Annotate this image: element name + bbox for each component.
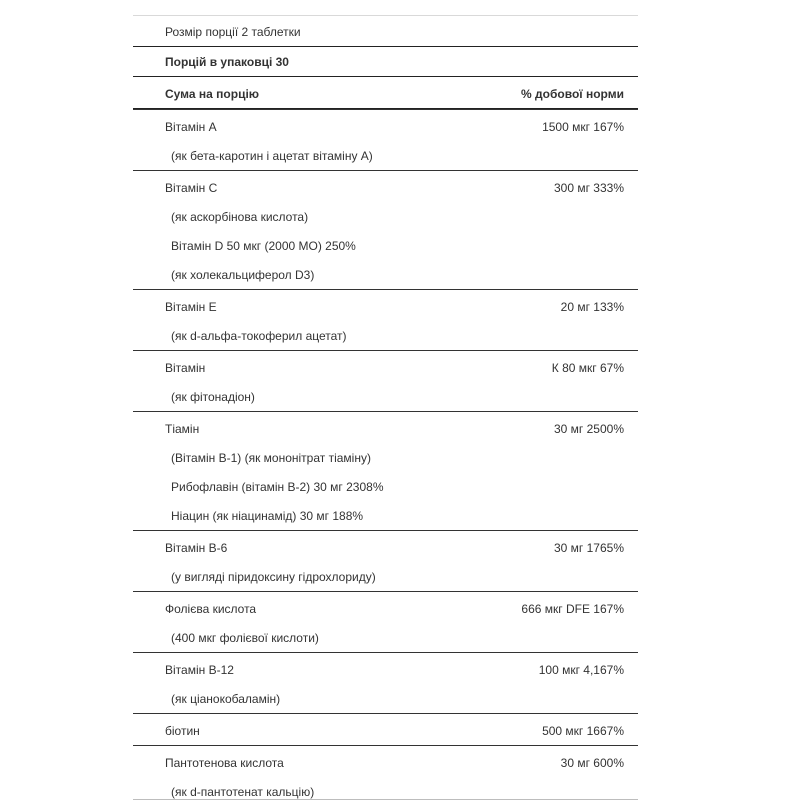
nutrient-group xyxy=(133,170,638,289)
nutrient-row xyxy=(133,290,638,320)
nutrient-detail-text: (як аскорбінова кислота) xyxy=(171,210,309,224)
nutrient-amount: 30 мг 2500% xyxy=(553,422,624,436)
nutrient-group xyxy=(133,109,638,170)
serving-size-row xyxy=(133,16,638,46)
nutrient-amount: 666 мкг DFE 167% xyxy=(521,602,624,616)
nutrient-detail-text: (як холекальциферол D3) xyxy=(171,268,315,282)
nutrient-group xyxy=(133,713,638,745)
nutrient-detail-row xyxy=(133,381,638,410)
nutrient-name: Вітамін А xyxy=(165,120,217,134)
nutrient-name: Вітамін С xyxy=(165,181,218,195)
nutrient-detail-row xyxy=(133,201,638,230)
nutrient-detail-row xyxy=(133,442,638,471)
nutrient-group xyxy=(133,591,638,652)
nutrient-group xyxy=(133,350,638,411)
nutrient-detail-text: (у вигляді піридоксину гідрохлориду) xyxy=(171,570,376,584)
nutrient-row xyxy=(133,653,638,683)
nutrient-name: Вітамін Е xyxy=(165,300,217,314)
nutrient-name: Вітамін В-6 xyxy=(165,541,228,555)
nutrient-row xyxy=(133,714,638,744)
nutrient-detail-text: Ніацин (як ніацинамід) 30 мг 188% xyxy=(171,509,364,523)
nutrient-amount: 30 мг 1765% xyxy=(553,541,624,555)
nutrient-name: біотин xyxy=(165,724,200,738)
table-header-row xyxy=(133,76,638,109)
nutrient-detail-text: Рибофлавін (вітамін В-2) 30 мг 2308% xyxy=(171,480,384,494)
nutrient-amount: К 80 мкг 67% xyxy=(551,361,624,375)
nutrient-detail-text: (як бета-каротин і ацетат вітаміну А) xyxy=(171,149,373,163)
nutrient-detail-text: (як d-пантотенат кальцію) xyxy=(171,785,315,799)
nutrient-detail-row xyxy=(133,561,638,590)
nutrient-name: Пантотенова кислота xyxy=(165,756,284,770)
nutrient-detail-row xyxy=(133,500,638,529)
nutrient-row xyxy=(133,746,638,776)
nutrient-group xyxy=(133,530,638,591)
nutrient-detail-row xyxy=(133,622,638,651)
nutrient-amount: 30 мг 600% xyxy=(560,756,624,770)
nutrient-detail-text: (400 мкг фолієвої кислоти) xyxy=(171,631,319,645)
nutrient-name: Вітамін В-12 xyxy=(165,663,234,677)
nutrient-detail-text: Вітамін D 50 мкг (2000 МО) 250% xyxy=(171,239,356,253)
nutrient-row xyxy=(133,110,638,140)
nutrient-list xyxy=(133,109,638,800)
nutrient-detail-text: (як фітонадіон) xyxy=(171,390,255,404)
nutrient-group xyxy=(133,411,638,530)
nutrient-group xyxy=(133,652,638,713)
nutrient-detail-text: (Вітамін В-1) (як мононітрат тіаміну) xyxy=(171,451,371,465)
nutrient-amount: 20 мг 133% xyxy=(560,300,624,314)
nutrient-amount: 1500 мкг 167% xyxy=(542,120,624,134)
nutrient-detail-row xyxy=(133,776,638,800)
nutrient-row xyxy=(133,531,638,561)
nutrient-detail-row xyxy=(133,259,638,288)
servings-per-container-row xyxy=(133,46,638,76)
supplement-facts-table xyxy=(133,15,638,800)
nutrient-detail-row xyxy=(133,230,638,259)
nutrient-row xyxy=(133,592,638,622)
nutrient-name: Фолієва кислота xyxy=(165,602,257,616)
nutrient-amount: 500 мкг 1667% xyxy=(542,724,624,738)
nutrient-group xyxy=(133,745,638,800)
amount-per-serving-header: Сума на порцію xyxy=(165,87,260,101)
nutrient-amount: 300 мг 333% xyxy=(553,181,624,195)
serving-size-text: Розмір порції 2 таблетки xyxy=(165,25,301,39)
nutrient-name: Тіамін xyxy=(165,422,200,436)
nutrient-group xyxy=(133,289,638,350)
nutrient-detail-row xyxy=(133,471,638,500)
nutrient-row xyxy=(133,412,638,442)
nutrient-detail-row xyxy=(133,140,638,169)
nutrient-amount: 100 мкг 4,167% xyxy=(538,663,624,677)
nutrient-detail-text: (як d-альфа-токоферил ацетат) xyxy=(171,329,347,343)
servings-per-container-text: Порцій в упаковці 30 xyxy=(165,55,289,69)
nutrient-detail-row xyxy=(133,320,638,349)
nutrient-detail-row xyxy=(133,683,638,712)
daily-value-header: % добової норми xyxy=(521,87,624,101)
nutrient-detail-text: (як ціанокобаламін) xyxy=(171,692,281,706)
nutrient-row xyxy=(133,171,638,201)
nutrient-row xyxy=(133,351,638,381)
nutrient-name: Вітамін xyxy=(165,361,206,375)
